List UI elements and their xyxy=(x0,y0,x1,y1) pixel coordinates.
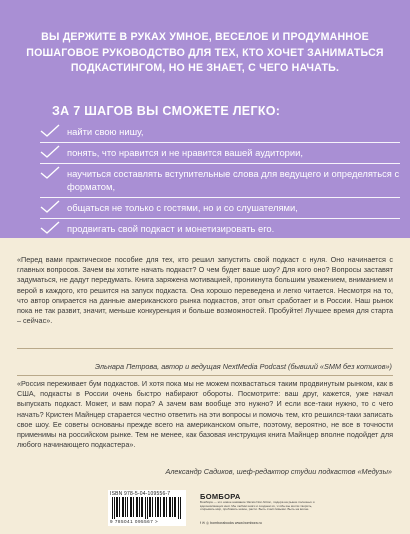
step-label: общаться не только с гостями, но и со слушателями, xyxy=(67,202,298,213)
review-quote-2: «Россия переживает бум подкастов. И хотя пока мы не можем похвастаться таким продвинутым рынком, как в США, подкасты в России очень быстро набирают обороты. Посмотрите: ваш друг, кажется, уже начал выпускать подкаст. Может, и вам пора? А зачем вам вообще это нужно? И если все-таки нужно, то с чего начать? Кристен Майнцер старается честно ответить на эти вопросы и помочь тем, кто решился-таки записать свое шоу. Ее советы основаны прежде всего на американском опыте, поэтому, вероятно, не все в точности применимы на российском рынке. Тем не менее, как базовая инструкция книга Майнцер вполне подойдет для любого начинающего подкастера». xyxy=(17,379,393,450)
barcode xyxy=(108,490,186,526)
list-item xyxy=(40,142,400,163)
publisher-logo: БОМБОРА xyxy=(200,492,241,501)
step-label: продвигать свой подкаст и монетизировать его. xyxy=(67,223,275,234)
check-icon xyxy=(40,200,60,214)
divider xyxy=(17,375,393,376)
review-author-2: Александр Садиков, шеф-редактор студии подкастов «Медузы» xyxy=(165,467,392,476)
step-label: найти свою нишу, xyxy=(67,126,144,137)
barcode-bars xyxy=(111,497,183,519)
intro-text: ВЫ ДЕРЖИТЕ В РУКАХ УМНОЕ, ВЕСЕЛОЕ И ПРОДУМАННОЕ ПОШАГОВОЕ РУКОВОДСТВО ДЛЯ ТЕХ, КТО ХОЧЕТ ЗАНИМАТЬСЯ ПОДКАСТИНГОМ, НО НЕ ЗНАЕТ, С ЧЕГО НАЧАТЬ. xyxy=(26,31,384,74)
step-label: научиться составлять вступительные слова для ведущего и определяться с форматом, xyxy=(67,168,400,192)
publisher-links: f ✉ ◎ bomborabooks www.bombora.ru xyxy=(200,521,262,525)
list-item xyxy=(40,218,400,239)
check-icon xyxy=(40,124,60,138)
barcode-digits: 9 785041 095567 > xyxy=(110,519,159,524)
purple-header-panel xyxy=(0,0,410,238)
list-item xyxy=(40,197,400,218)
check-icon xyxy=(40,145,60,159)
check-icon xyxy=(40,166,60,180)
step-label: понять, что нравится и не нравится вашей аудитории, xyxy=(67,147,303,158)
review-quote-1: «Перед вами практическое пособие для тех, кто решил запустить свой подкаст с нуля. Оно начинается с главных вопросов. Зачем вы хотите начать подкаст? О чем будет ваше шоу? Для кого оно? Вопросы заставят задуматься, не дадут передумать. Книга заряжена мотивацией, проникнута большим уважением, вниманием и верой в каждого, кто решится на запуск подкаста. Она хорошо переведена и легко читается. Несмотря на то, что автор опирается на данные американского рынка подкастов, этот опыт сработает и в России. Наш рынок пока не так развит, значит, меньше конкуренция и больше возможностей. Пробуйте! Лучшее время для старта – сейчас». xyxy=(17,255,393,326)
publisher-description: Бомбора — это новое название Эксмо Non-fiction, лидера на рынке полезных и вдохновляющих книг. Мы любим книги и создаем их, чтобы вы могли творить, открывать мир, пробовать новое, расти. Быть счастливыми. Быть на волне. xyxy=(200,500,315,512)
review-author-1: Эльнара Петрова, автор и ведущая NextMedia Podcast (бывший «SMM без котиков») xyxy=(94,362,392,371)
divider xyxy=(17,348,393,349)
check-icon xyxy=(40,221,60,235)
isbn-label: ISBN 978-5-04-109556-7 xyxy=(110,491,171,497)
steps-heading: ЗА 7 ШАГОВ ВЫ СМОЖЕТЕ ЛЕГКО: xyxy=(52,104,281,118)
list-item xyxy=(40,122,400,142)
list-item xyxy=(40,163,400,197)
steps-list xyxy=(40,122,400,239)
